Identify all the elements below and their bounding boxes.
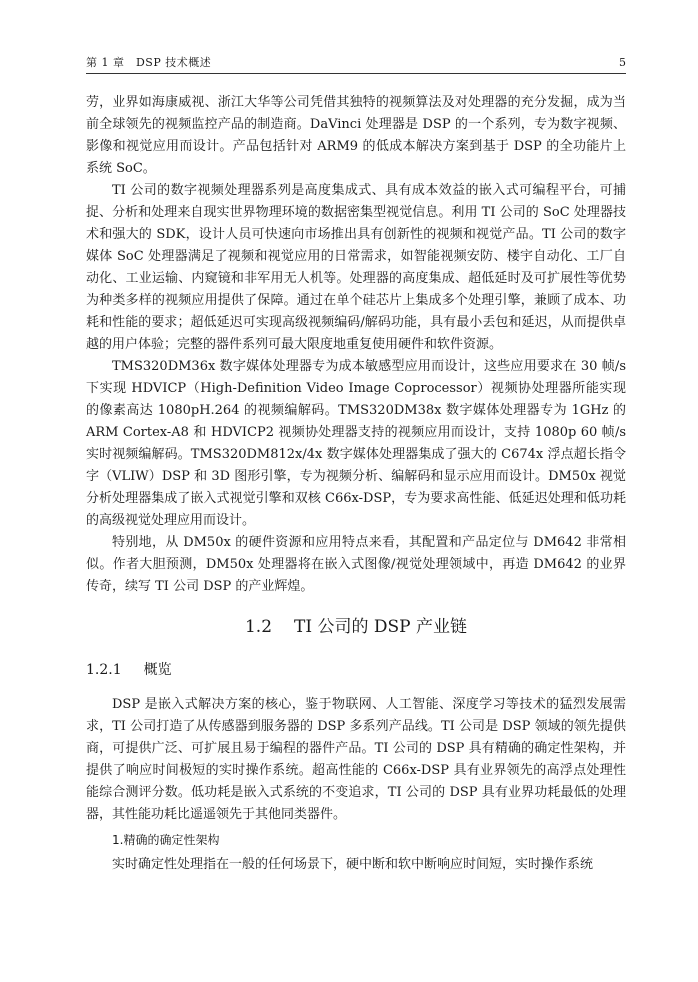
body-text [86, 92, 626, 876]
paragraph: 实时确定性处理指在一般的任何场景下，硬中断和软中断响应时间短，实时操作系统 [112, 857, 594, 872]
paragraph: DSP 是嵌入式解决方案的核心，鉴于物联网、人工智能、深度学习等技术的猛烈发展需求，TI 公司打造了从传感器到服务器的 DSP 多系列产品线。TI 公司是 DSP 领域的领先提供商，可提供广泛、可扩展且易于编程的器件产品。TI 公司的 DSP 具有精确的确定性架构，并提供了响应时间极短的实时操作系统。超高性能的 C66x-DSP 具有业界领先的高浮点处理性能综合测评分数。低功耗是嵌入式系统的不变追求，TI 公司的 DSP 具有业界功耗最低的处理器，其性能功耗比遥遥领先于其他同类器件。 [86, 697, 626, 822]
section-heading [86, 616, 626, 638]
item-heading: 1.精确的确定性架构 [112, 833, 220, 847]
page-number: 5 [619, 56, 626, 69]
subsection-title: 概览 [143, 662, 172, 678]
subsection-number: 1.2.1 [86, 662, 122, 678]
running-header [86, 56, 626, 74]
section-number: 1.2 [244, 617, 273, 637]
paragraph: 劳，业界如海康威视、浙江大华等公司凭借其独特的视频算法及对处理器的充分发掘，成为当前全球领先的视频监控产品的制造商。DaVinci 处理器是 DSP 的一个系列，专为数字视频、影像和视觉应用而设计。产品包括针对 ARM9 的低成本解决方案到基于 DSP 的全功能片上系统 SoC。 [86, 95, 626, 176]
paragraph: 特别地，从 DM50x 的硬件资源和应用特点来看，其配置和产品定位与 DM642 非常相似。作者大胆预测，DM50x 处理器将在嵌入式图像/视觉处理领域中，再造 DM642 的业界传奇，续写 TI 公司 DSP 的产业辉煌。 [86, 535, 626, 594]
paragraph: TMS320DM36x 数字媒体处理器专为成本敏感型应用而设计，这些应用要求在 30 帧/s 下实现 HDVICP（High-Definition Video Image Coprocessor）视频协处理器所能实现的像素高达 1080pH.264 的视频编解码。TMS320DM38x 数字媒体处理器专为 1GHz 的 ARM Cortex-A8 和 HDVICP2 视频协处理器支持的视频应用而设计，支持 1080p 60 帧/s 实时视频编解码。TMS320DM812x/4x 数字媒体处理器集成了强大的 C674x 浮点超长指令字（VLIW）DSP 和 3D 图形引擎，专为视频分析、编解码和显示应用而设计。DM50x 视觉分析处理器集成了嵌入式视觉引擎和双核 C66x-DSP，专为要求高性能、低延迟处理和低功耗的高级视觉处理应用而设计。 [86, 359, 626, 528]
chapter-title: 第 1 章 DSP 技术概述 [86, 56, 212, 69]
subsection-heading [86, 660, 626, 680]
section-title: TI 公司的 DSP 产业链 [294, 617, 468, 637]
paragraph: TI 公司的数字视频处理器系列是高度集成式、具有成本效益的嵌入式可编程平台，可捕捉、分析和处理来自现实世界物理环境的数据密集型视觉信息。利用 TI 公司的 SoC 处理器技术和强大的 SDK，设计人员可快速向市场推出具有创新性的视频和视觉产品。TI 公司的数字媒体 SoC 处理器满足了视频和视觉应用的日常需求，如智能视频安防、楼宇自动化、工厂自动化、工业运输、内窥镜和非军用无人机等。处理器的高度集成、超低延时及可扩展性等优势为种类多样的视频应用提供了保障。通过在单个硅芯片上集成多个处理引擎，兼顾了成本、功耗和性能的要求；超低延迟可实现高级视频编码/解码功能，具有最小丢包和延迟，从而提供卓越的用户体验；完整的器件系列可最大限度地重复使用硬件和软件资源。 [86, 183, 626, 352]
